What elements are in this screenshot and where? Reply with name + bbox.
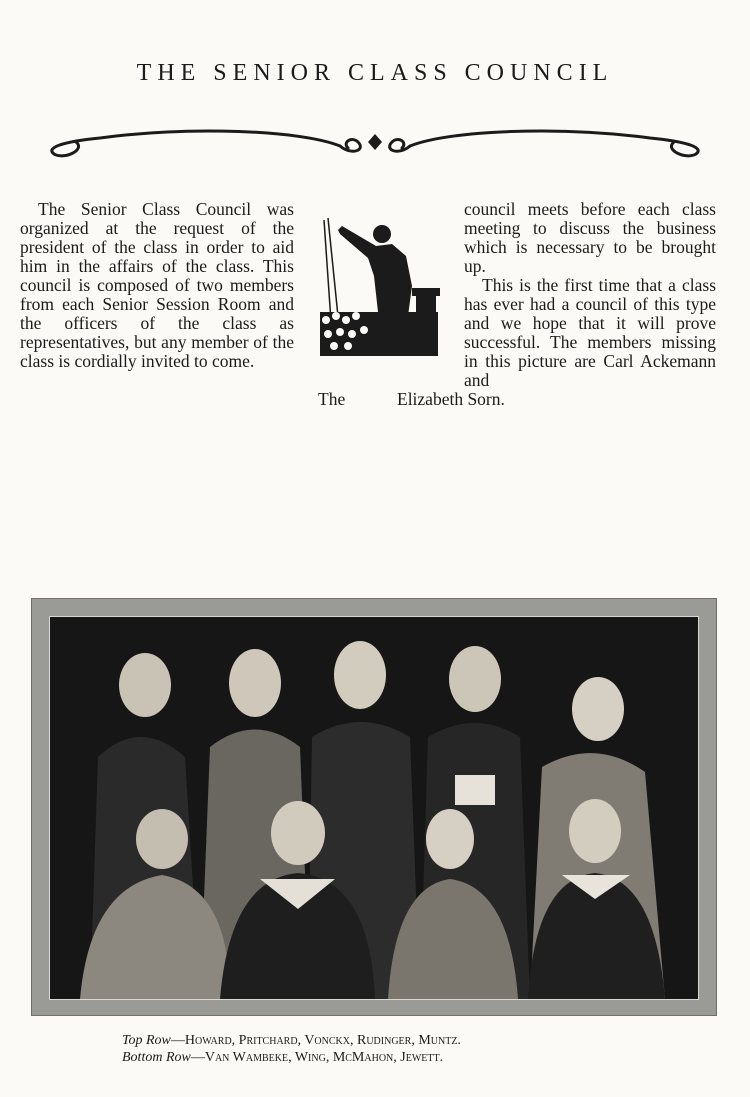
body-tail-the: The [318, 389, 346, 409]
body-paragraph-right-1: council meets before each class meeting to discuss the business which is necessary to be brought up. [464, 199, 716, 276]
body-paragraph-left: The Senior Class Council was organized at the request of the president of the class in order to aid him in the affairs of the class. This council is composed of two members from each Senior Session Room and the officers of the class as representatives, but any member of the class is cordially invited to come. [20, 199, 294, 371]
body-paragraph-right-2: This is the first time that a class has ever had a council of this type and we hope that it will prove successful. The members missing in this picture are Carl Ackemann and [464, 275, 716, 390]
decorative-scroll-divider [40, 120, 710, 164]
caption-bottom-names: Van Wambeke, Wing, McMahon, Jewett. [204, 1050, 444, 1065]
body-right-column [464, 200, 716, 390]
photo-caption [122, 1032, 461, 1066]
body-tail-rest: Elizabeth Sorn. [397, 389, 505, 409]
caption-bottom-label: Bottom Row [122, 1050, 191, 1065]
group-photo [50, 617, 698, 999]
body-left-column [20, 200, 294, 371]
page-title: THE SENIOR CLASS COUNCIL [136, 60, 614, 87]
caption-top-row: Top Row—Howard, Pritchard, Vonckx, Rudinger, Muntz. [122, 1033, 461, 1048]
speaker-silhouette-illustration [318, 216, 440, 356]
caption-bottom-row: Bottom Row—Van Wambeke, Wing, McMahon, Jewett. [122, 1050, 444, 1065]
caption-top-names: Howard, Pritchard, Vonckx, Rudinger, Muntz. [184, 1033, 461, 1048]
caption-top-label: Top Row [122, 1033, 171, 1048]
